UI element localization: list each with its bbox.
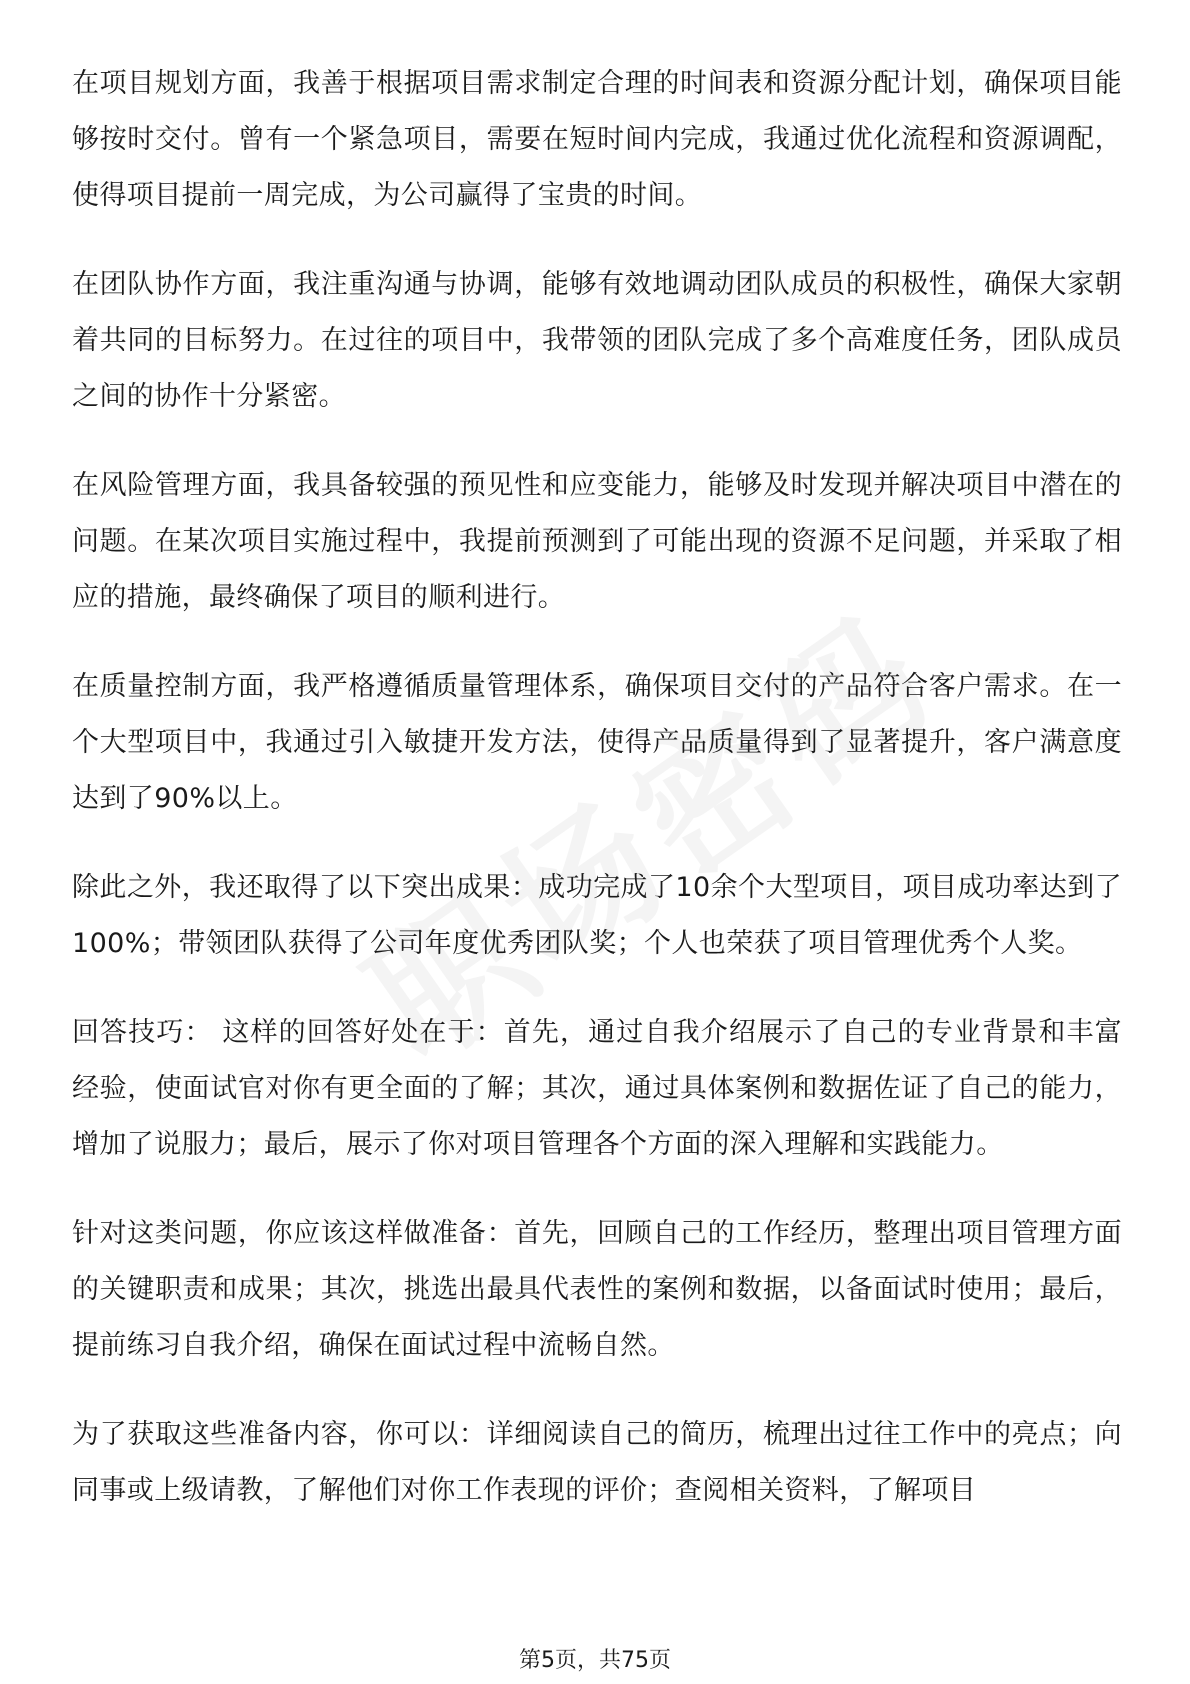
paragraph-project-planning: 在项目规划方面，我善于根据项目需求制定合理的时间表和资源分配计划，确保项目能够按时交付。曾有一个紧急项目，需要在短时间内完成，我通过优化流程和资源调配，使得项目提前一周完成，为公司赢得了宝贵的时间。 — [72, 68, 1122, 211]
paragraph-preparation: 针对这类问题，你应该这样做准备：首先，回顾自己的工作经历，整理出项目管理方面的关键职责和成果；其次，挑选出最具代表性的案例和数据，以备面试时使用；最后，提前练习自我介绍，确保在面试过程中流畅自然。 — [72, 1218, 1122, 1361]
page-number-footer: 第5页，共75页 — [519, 1648, 671, 1673]
paragraph-quality-control: 在质量控制方面，我严格遵循质量管理体系，确保项目交付的产品符合客户需求。在一个大型项目中，我通过引入敏捷开发方法，使得产品质量得到了显著提升，客户满意度达到了90%以上。 — [72, 671, 1122, 814]
paragraph-achievements: 除此之外，我还取得了以下突出成果：成功完成了10余个大型项目，项目成功率达到了100%；带领团队获得了公司年度优秀团队奖；个人也荣获了项目管理优秀个人奖。 — [72, 872, 1122, 959]
paragraph-answer-tips: 回答技巧： 这样的回答好处在于：首先，通过自我介绍展示了自己的专业背景和丰富经验，使面试官对你有更全面的了解；其次，通过具体案例和数据佐证了自己的能力，增加了说服力；最后，展示了你对项目管理各个方面的深入理解和实践能力。 — [72, 1017, 1122, 1160]
paragraph-team-collaboration: 在团队协作方面，我注重沟通与协调，能够有效地调动团队成员的积极性，确保大家朝着共同的目标努力。在过往的项目中，我带领的团队完成了多个高难度任务，团队成员之间的协作十分紧密。 — [72, 269, 1122, 412]
paragraph-risk-management: 在风险管理方面，我具备较强的预见性和应变能力，能够及时发现并解决项目中潜在的问题。在某次项目实施过程中，我提前预测到了可能出现的资源不足问题，并采取了相应的措施，最终确保了项目的顺利进行。 — [72, 470, 1122, 613]
paragraph-gather-content: 为了获取这些准备内容，你可以：详细阅读自己的简历，梳理出过往工作中的亮点；向同事或上级请教，了解他们对你工作表现的评价；查阅相关资料，了解项目 — [72, 1419, 1122, 1506]
document-body — [72, 56, 1122, 1552]
